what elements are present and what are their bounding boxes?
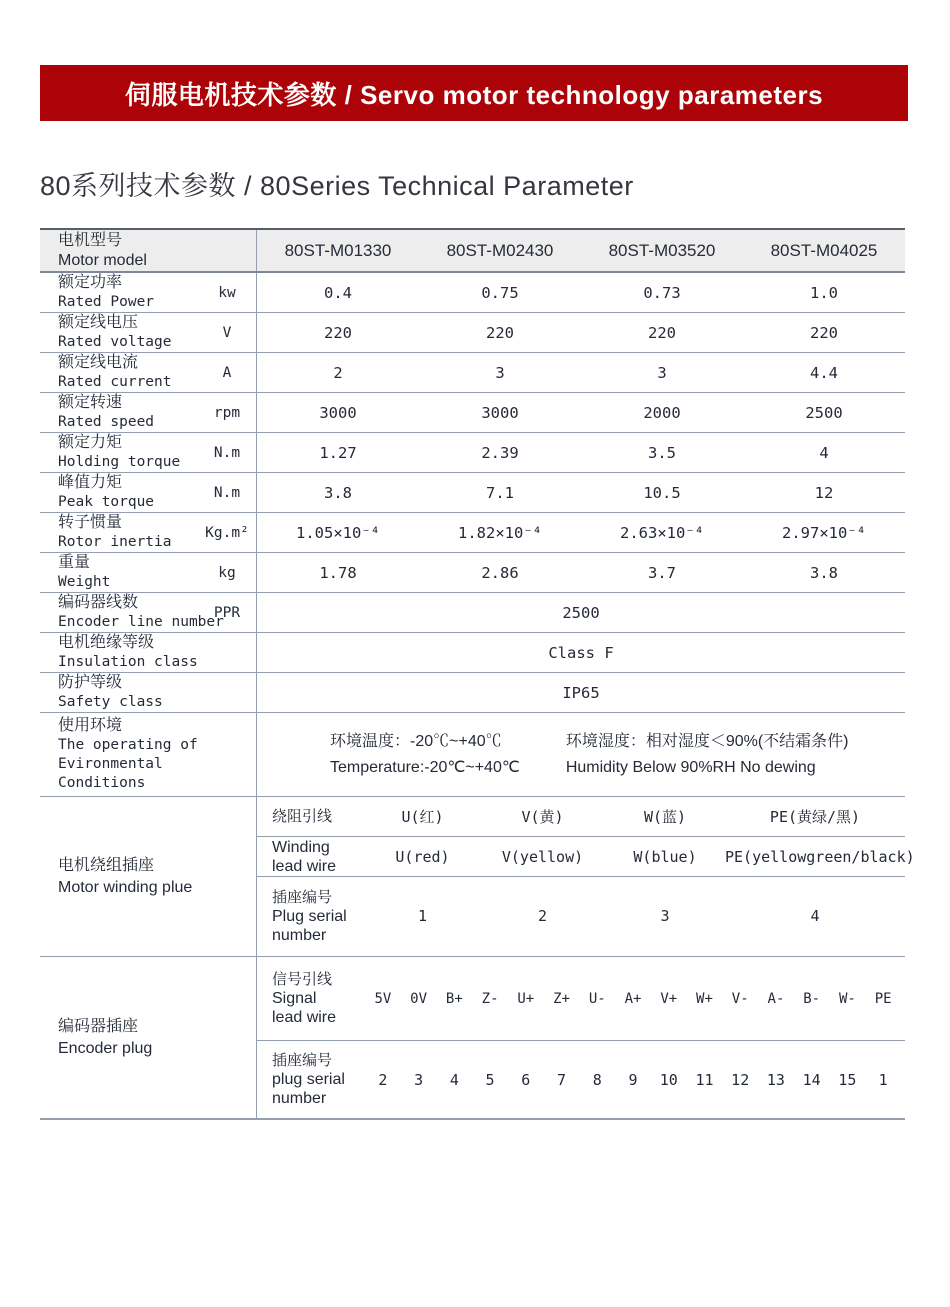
- serial-number: 12: [731, 1070, 750, 1089]
- row-unit: kg: [218, 564, 236, 581]
- merged-value: Class F: [548, 643, 614, 662]
- spec-value: 4: [819, 443, 829, 462]
- signal-name: U-: [588, 990, 606, 1007]
- spec-value: 2000: [643, 403, 681, 422]
- row-unit: rpm: [213, 404, 241, 421]
- row-label-en: Peak torque: [58, 494, 155, 510]
- row-label-zh: 额定线电流: [58, 354, 139, 371]
- spec-value: 1.0: [810, 283, 838, 302]
- plug-serial-value: 2: [537, 907, 548, 925]
- spec-value: 1.05×10⁻⁴: [296, 523, 380, 542]
- header-label-en: Motor model: [58, 251, 147, 269]
- signal-name: 0V: [410, 990, 428, 1007]
- model-name-4: 80ST-M04025: [770, 240, 878, 260]
- spec-value: 1.27: [319, 443, 357, 462]
- signal-name: A+: [624, 990, 642, 1007]
- signal-name: U+: [517, 990, 535, 1007]
- row-label-en: Rated Power: [58, 294, 155, 310]
- spec-value: 3.7: [648, 563, 676, 582]
- spec-row-peak-torque: [40, 473, 905, 513]
- spec-value: 3.8: [810, 563, 838, 582]
- spec-value: 1.82×10⁻⁴: [458, 523, 542, 542]
- model-name-1: 80ST-M01330: [284, 240, 392, 260]
- serial-number: 4: [449, 1070, 459, 1089]
- spec-value: 3000: [481, 403, 519, 422]
- spec-value: 3.5: [648, 443, 676, 462]
- row-label-en: Rotor inertia: [58, 534, 172, 550]
- row-label-zh: 额定功率: [58, 274, 123, 291]
- serial-number: 14: [802, 1070, 821, 1089]
- spec-value: 220: [648, 323, 676, 342]
- banner-title: 伺服电机技术参数 / Servo motor technology parameters: [124, 79, 824, 110]
- winding-wire-row-zh: 绕阻引线 U(红) V(黄) W(蓝) PE(黄绿/黑): [257, 797, 905, 837]
- signal-name: W+: [696, 990, 713, 1007]
- spec-value: 220: [486, 323, 514, 342]
- wire-value: PE(黄绿/黑): [769, 808, 861, 826]
- spec-value: 220: [810, 323, 838, 342]
- spec-value: 2.86: [481, 563, 519, 582]
- serial-number: 1: [878, 1070, 888, 1089]
- serial-number: 6: [521, 1070, 531, 1089]
- serial-number: 3: [414, 1070, 424, 1089]
- signal-name: V+: [660, 990, 678, 1007]
- wire-value: V(yellow): [501, 847, 584, 866]
- wire-value: V(黄): [521, 808, 564, 826]
- row-label-en: Safety class: [58, 694, 163, 710]
- spec-value: 2: [333, 363, 343, 382]
- section-banner: [40, 65, 908, 121]
- row-label-en: Evironmental Conditions: [58, 756, 163, 791]
- row-label-zh: 转子惯量: [58, 514, 123, 531]
- row-label-zh: 重量: [58, 554, 91, 571]
- spec-value: 2.39: [481, 443, 519, 462]
- spec-value: 10.5: [643, 483, 681, 502]
- spec-value: 4.4: [810, 363, 838, 382]
- serial-number: 11: [695, 1070, 714, 1089]
- serial-number: 5: [485, 1070, 495, 1089]
- wire-value: W(蓝): [643, 808, 687, 826]
- spec-row-weight: [40, 553, 905, 593]
- plug-serial-value: 4: [810, 907, 820, 925]
- merged-value: IP65: [562, 683, 600, 702]
- section-label-zh: 电机绕组插座: [58, 856, 155, 874]
- row-unit: N.m: [213, 444, 241, 461]
- row-label-en: Rated voltage: [58, 334, 172, 350]
- encoder-serial-row: 插座编号 plug serial number 2 3 4 5 6 7 8 9 10 11 12 13 14 15 1: [257, 1041, 905, 1118]
- spec-row-rated-power: [40, 273, 905, 313]
- spec-row-encoder-line-number: [40, 593, 905, 633]
- serial-number: 13: [766, 1070, 785, 1089]
- spec-value: 0.75: [481, 283, 519, 302]
- spec-row-holding-torque: [40, 433, 905, 473]
- spec-value: 2.63×10⁻⁴: [620, 523, 704, 542]
- serial-number: 10: [659, 1070, 678, 1089]
- signal-name: B-: [803, 990, 821, 1007]
- spec-value: 3: [495, 363, 505, 382]
- spec-value: 7.1: [486, 483, 514, 502]
- spec-value: 2.97×10⁻⁴: [782, 523, 866, 542]
- row-label-zh: 峰值力矩: [58, 474, 123, 491]
- row-label-zh: 使用环境: [58, 717, 123, 734]
- spec-row-rated-current: [40, 353, 905, 393]
- row-unit: N.m: [213, 484, 241, 501]
- spec-value: 1.78: [319, 563, 357, 582]
- spec-row-rated-speed: [40, 393, 905, 433]
- spec-table: [40, 228, 915, 1120]
- environment-temperature: 环境温度：-20℃~+40℃ Temperature:-20℃~+40℃: [330, 732, 520, 776]
- signal-name: Z-: [481, 990, 499, 1007]
- signal-name: V-: [731, 990, 749, 1007]
- spec-row-environment: [40, 713, 905, 797]
- spec-value: 0.4: [324, 283, 352, 302]
- wire-value: U(red): [395, 847, 450, 866]
- row-label-en: The operating of: [58, 737, 198, 753]
- row-unit: PPR: [213, 604, 241, 621]
- table-header-row: [40, 230, 905, 273]
- spec-value: 12: [814, 483, 834, 502]
- row-label-en: Insulation class: [58, 654, 198, 670]
- serial-number: 9: [628, 1070, 638, 1089]
- header-label-cell: [40, 230, 257, 271]
- serial-number: 15: [838, 1070, 857, 1089]
- signal-name: 5V: [374, 990, 392, 1007]
- signal-name: W-: [838, 990, 856, 1007]
- merged-value: 2500: [562, 603, 600, 622]
- row-unit: Kg.m²: [205, 524, 249, 541]
- row-label-zh: 额定力矩: [58, 434, 123, 451]
- section-label-zh: 编码器插座: [58, 1017, 139, 1035]
- wire-value: PE(yellowgreen/black): [725, 847, 915, 866]
- serial-number: 8: [592, 1070, 602, 1089]
- spec-value: 0.73: [643, 283, 681, 302]
- encoder-signal-row: 信号引线 Signal lead wire 5V 0V B+ Z- U+ Z+ U- A+ V+ W+ V- A- B- W- PE: [257, 957, 905, 1041]
- serial-number: 2: [378, 1070, 388, 1089]
- spec-row-safety-class: [40, 673, 905, 713]
- spec-row-rotor-inertia: [40, 513, 905, 553]
- row-label-zh: 额定线电压: [58, 314, 139, 331]
- winding-wire-row-en: Winding lead wire U(red) V(yellow) W(blue) PE(yellowgreen/black): [257, 837, 905, 877]
- serial-number: 7: [557, 1070, 567, 1089]
- section-label-en: Motor winding plue: [58, 878, 193, 896]
- winding-plug-serial-row: 插座编号 Plug serial number 1 2 3 4: [257, 877, 905, 955]
- wire-value: W(blue): [633, 847, 697, 866]
- row-label-en: Weight: [58, 574, 111, 590]
- row-label-en: Rated current: [58, 374, 172, 390]
- header-label-zh: 电机型号: [58, 231, 123, 249]
- wire-value: U(红): [401, 808, 444, 826]
- row-label-zh: 电机绝缘等级: [58, 634, 155, 651]
- spec-value: 2500: [805, 403, 843, 422]
- spec-value: 220: [324, 323, 352, 342]
- signal-name: Z+: [553, 990, 570, 1007]
- section-motor-winding-plug: [40, 797, 915, 957]
- row-unit: A: [222, 364, 232, 381]
- plug-serial-value: 3: [660, 907, 670, 925]
- signal-name: PE: [874, 990, 892, 1007]
- spec-row-rated-voltage: [40, 313, 905, 353]
- row-unit: kw: [218, 284, 236, 301]
- row-label-en: Rated speed: [58, 414, 155, 430]
- spec-value: 3000: [319, 403, 357, 422]
- page-title: 80系列技术参数 / 80Series Technical Parameter: [40, 171, 634, 201]
- row-label-zh: 防护等级: [58, 674, 123, 691]
- signal-name: A-: [767, 990, 785, 1007]
- spec-row-insulation-class: [40, 633, 905, 673]
- section-label-en: Encoder plug: [58, 1039, 153, 1057]
- model-name-2: 80ST-M02430: [446, 240, 554, 260]
- environment-humidity: 环境湿度：相对湿度＜90%(不结霜条件) Humidity Below 90%RH No dewing: [565, 732, 849, 776]
- row-label-zh: 额定转速: [58, 394, 123, 411]
- row-unit: V: [222, 324, 232, 341]
- row-label-zh: 编码器线数: [58, 594, 139, 611]
- section-encoder-plug: [40, 957, 905, 1120]
- spec-value: 3.8: [324, 483, 352, 502]
- row-label-en: Holding torque: [58, 454, 181, 470]
- signal-name: B+: [445, 990, 463, 1007]
- model-name-3: 80ST-M03520: [608, 240, 716, 260]
- plug-serial-value: 1: [417, 907, 428, 925]
- spec-value: 3: [657, 363, 667, 382]
- row-label-en: Encoder line number: [58, 614, 224, 630]
